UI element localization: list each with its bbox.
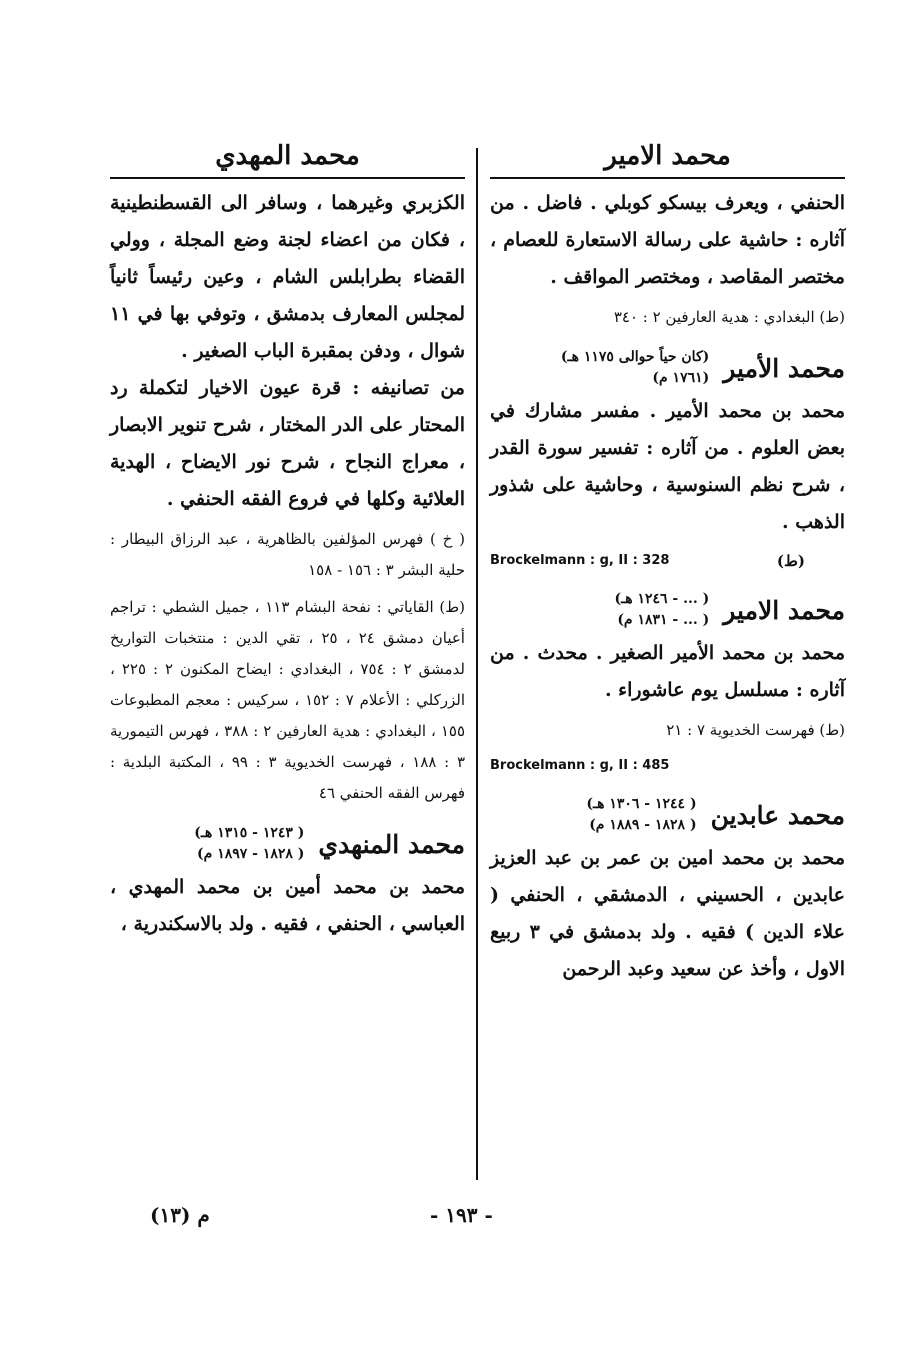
page-number: - ١٩٣ - <box>430 1203 493 1227</box>
right-intro-reference: (ط) البغدادي : هدية العارفين ٢ : ٣٤٠ <box>613 308 845 326</box>
entry-name: محمد الامير <box>723 595 845 625</box>
date-hijri: ( ... - ١٢٤٦ هـ) <box>614 591 710 607</box>
entry-header <box>490 347 845 389</box>
reference-latin-text: Brockelmann : g, II : 328 <box>490 553 670 568</box>
entry-dates <box>561 347 709 389</box>
column-divider <box>476 148 478 1180</box>
right-intro-paragraph: الحنفي ، ويعرف بيسكو كوبلي . فاضل . من آثاره : حاشية على رسالة الاستعارة للعصام ، مختصر المقاصد ، ومختصر المواقف . <box>490 192 845 288</box>
entry-header <box>490 794 845 836</box>
date-gregorian: ( ١٨٢٨ - ١٨٩٧ م) <box>197 846 305 862</box>
entry-header <box>110 823 465 865</box>
entry-paragraph: محمد بن محمد الأمير . مفسر مشارك في بعض العلوم . من آثاره : تفسير سورة القدر ، شرح نظم السنوسية ، وحاشية على شذور الذهب . <box>490 400 845 533</box>
entry-dates <box>586 794 696 836</box>
entry-paragraph: محمد بن محمد امين بن عمر بن عبد العزيز عابدين ، الحسيني ، الدمشقي ، الحنفي ( علاء الدين ) فقيه . ولد بدمشق في ٣ ربيع الاول ، وأخذ عن سعيد وعبد الرحمن <box>490 847 845 980</box>
signature-mark: م (١٣) <box>150 1203 210 1227</box>
date-hijri: (كان حياً حوالى ١١٧٥ هـ) <box>560 349 710 365</box>
date-gregorian: ( ... - ١٨٣١ م) <box>617 612 710 628</box>
entry-reference-arabic: (ط) فهرست الخديوية ٧ : ٢١ <box>666 721 845 739</box>
entry-name: محمد عابدين <box>710 800 845 830</box>
entry-paragraph: محمد بن محمد أمين بن محمد المهدي ، العباسي ، الحنفي ، فقيه . ولد بالاسكندرية ، <box>110 876 465 935</box>
date-gregorian: (١٧٦١ م) <box>652 370 710 386</box>
entry-paragraph: محمد بن محمد الأمير الصغير . محدث . من آثاره : مسلسل يوم عاشوراء . <box>490 642 845 701</box>
entry-muhammad-al-amir-2 <box>490 589 845 780</box>
left-reference-1: ( خ ) فهرس المؤلفين بالظاهرية ، عبد الرزاق البيطار : حلية البشر ٣ : ١٥٦ - ١٥٨ <box>110 530 465 579</box>
entry-dates <box>194 823 304 865</box>
right-column <box>490 135 845 988</box>
entry-name: محمد المنهدي <box>318 829 465 859</box>
left-column-title: محمد المهدي <box>110 135 465 179</box>
left-paragraph-1: الكزبري وغيرهما ، وسافر الى القسطنطينية ، فكان من اعضاء لجنة وضع المجلة ، وولي القضاء بطرابلس الشام ، وعين رئيساً ثانياً لمجلس المعارف بدمشق ، وتوفي بها في ١١ شوال ، ودفن بمقبرة الباب الصغير . <box>110 192 465 362</box>
entry-muhammad-abidin <box>490 794 845 988</box>
left-column <box>110 135 465 943</box>
date-gregorian: ( ١٨٢٨ - ١٨٨٩ م) <box>589 817 697 833</box>
left-reference-2: (ط) القاياتي : نفحة البشام ١١٣ ، جميل الشطي : تراجم أعيان دمشق ٢٤ ، ٢٥ ، تقي الدين : منتخبات التواريخ لدمشق ٢ : ٧٥٤ ، البغدادي : ايضاح المكنون ٢ : ٢٢٥ ، الزركلي : الأعلام ٧ : ١٥٢ ، سركيس : معجم المطبوعات ١٥٥ ، البغدادي : هدية العارفين ٢ : ٣٨٨ ، فهرس التيمورية ٣ : ١٨٨ ، فهرست الخديوية ٣ : ٩٩ ، المكتبة البلدية : فهرس الفقه الحنفي ٤٦ <box>110 598 466 802</box>
reference-mark: (ط) <box>776 552 805 570</box>
entry-header <box>490 589 845 631</box>
date-hijri: ( ١٢٤٤ - ١٣٠٦ هـ) <box>586 796 697 812</box>
entry-muhammad-al-amir-1 <box>490 347 845 575</box>
page-footer <box>0 1203 921 1243</box>
entry-dates <box>615 589 710 631</box>
left-paragraph-2: من تصانيفه : قرة عيون الاخيار لتكملة رد المحتار على الدر المختار ، شرح تنوير الابصار ، معراج النجاح ، شرح نور الايضاح ، الهدية العلائية وكلها في فروع الفقه الحنفي . <box>110 377 465 510</box>
entry-name: محمد الأمير <box>723 353 845 383</box>
entry-muhammad-al-mahdi <box>110 823 465 943</box>
date-hijri: ( ١٢٤٣ - ١٣١٥ هـ) <box>194 825 305 841</box>
entry-reference-latin <box>490 547 845 575</box>
right-column-title: محمد الامير <box>490 135 845 179</box>
entry-reference-latin: Brockelmann : g, II : 485 <box>490 758 670 773</box>
